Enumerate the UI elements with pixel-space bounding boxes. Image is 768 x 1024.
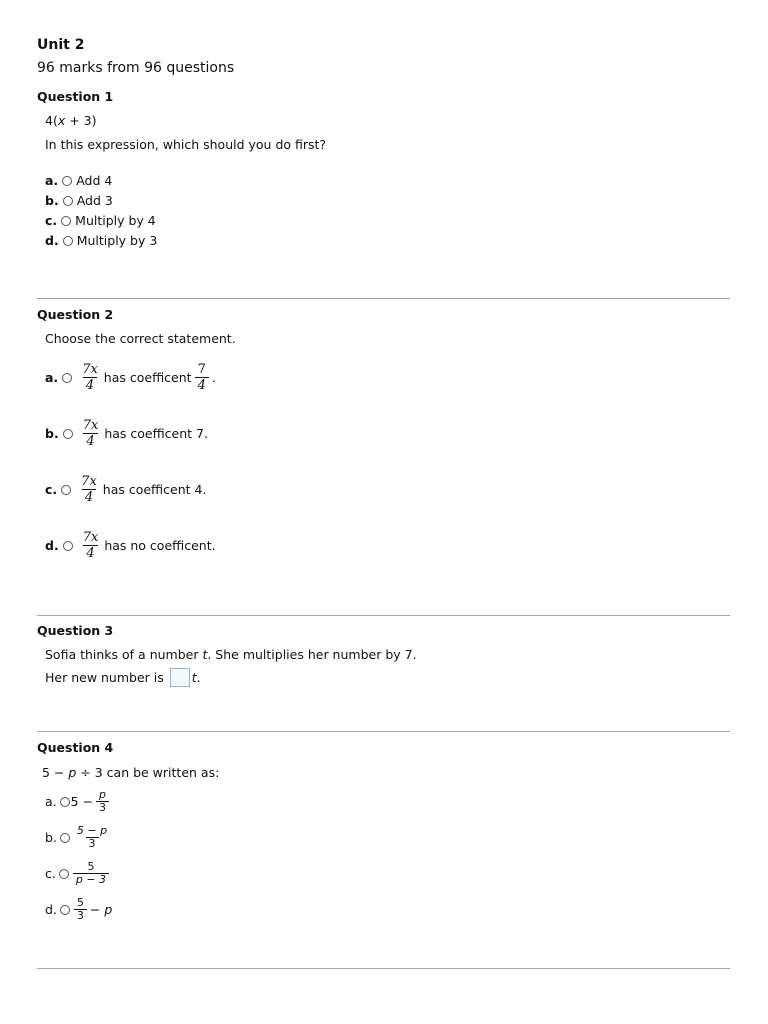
- question-4-heading: Question 4: [37, 740, 114, 755]
- fraction: $\frac{7x}{4}$: [82, 362, 98, 393]
- coefficient-fraction: $\frac{7}{4}$: [195, 362, 209, 393]
- question-4-option-b[interactable]: b. $\frac{5 - p}{3}$: [45, 825, 113, 850]
- page-title: Unit 2: [37, 37, 85, 53]
- question-1-option-b[interactable]: b. Add 3: [45, 193, 113, 208]
- divider: [37, 615, 730, 616]
- radio-button[interactable]: [63, 429, 73, 439]
- question-1-prompt: In this expression, which should you do first?: [45, 137, 327, 152]
- fraction: $\frac{7x}{4}$: [82, 418, 99, 449]
- question-1-expression: 4(x + 3): [45, 113, 97, 128]
- answer-input[interactable]: [170, 668, 190, 687]
- radio-button[interactable]: [61, 485, 71, 495]
- radio-button[interactable]: [59, 869, 69, 879]
- radio-button[interactable]: [62, 176, 72, 186]
- radio-button[interactable]: [63, 541, 73, 551]
- fraction: $\frac{p}{3}$: [96, 789, 109, 814]
- question-1-option-a[interactable]: a. Add 4: [45, 173, 113, 188]
- radio-button[interactable]: [60, 833, 70, 843]
- radio-button[interactable]: [63, 236, 73, 246]
- question-2-heading: Question 2: [37, 307, 114, 322]
- question-1-option-d[interactable]: d. Multiply by 3: [45, 233, 158, 248]
- fraction: $\frac{5}{p - 3}$: [73, 861, 109, 886]
- radio-button[interactable]: [62, 373, 72, 383]
- question-4-expression: 5 − p ÷ 3 can be written as:: [42, 765, 220, 780]
- question-4-option-a[interactable]: a. 5 − $\frac{p}{3}$: [45, 789, 112, 814]
- question-2-option-c[interactable]: c. $\frac{7x}{4}$ has coefficent 4.: [45, 474, 207, 505]
- question-3-heading: Question 3: [37, 623, 114, 638]
- question-1-option-c[interactable]: c. Multiply by 4: [45, 213, 156, 228]
- divider: [37, 298, 730, 299]
- question-3-answer-line: Her new number is t .: [45, 670, 201, 685]
- question-2-option-a[interactable]: a. $\frac{7x}{4}$ has coefficent $\frac{7}{4}$ .: [45, 362, 216, 393]
- question-3-statement: Sofia thinks of a number t. She multiplies her number by 7.: [45, 647, 417, 662]
- question-2-prompt: Choose the correct statement.: [45, 331, 236, 346]
- fraction: $\frac{5 - p}{3}$: [76, 824, 108, 850]
- radio-button[interactable]: [61, 216, 71, 226]
- fraction: $\frac{5}{3}$: [74, 897, 87, 922]
- fraction: $\frac{7x}{4}$: [82, 530, 99, 561]
- question-1-heading: Question 1: [37, 89, 114, 104]
- fraction: $\frac{7x}{4}$: [81, 474, 97, 505]
- divider: [37, 731, 730, 732]
- question-4-option-d[interactable]: d. $\frac{5}{3}$ − p: [45, 896, 113, 922]
- divider: [37, 968, 730, 969]
- question-2-option-d[interactable]: d. $\frac{7x}{4}$ has no coefficent.: [45, 530, 216, 561]
- question-4-option-c[interactable]: c. $\frac{5}{p - 3}$: [45, 861, 112, 886]
- radio-button[interactable]: [60, 905, 70, 915]
- marks-summary: 96 marks from 96 questions: [37, 60, 235, 76]
- radio-button[interactable]: [60, 797, 70, 807]
- question-2-option-b[interactable]: b. $\frac{7x}{4}$ has coefficent 7.: [45, 418, 208, 449]
- radio-button[interactable]: [63, 196, 73, 206]
